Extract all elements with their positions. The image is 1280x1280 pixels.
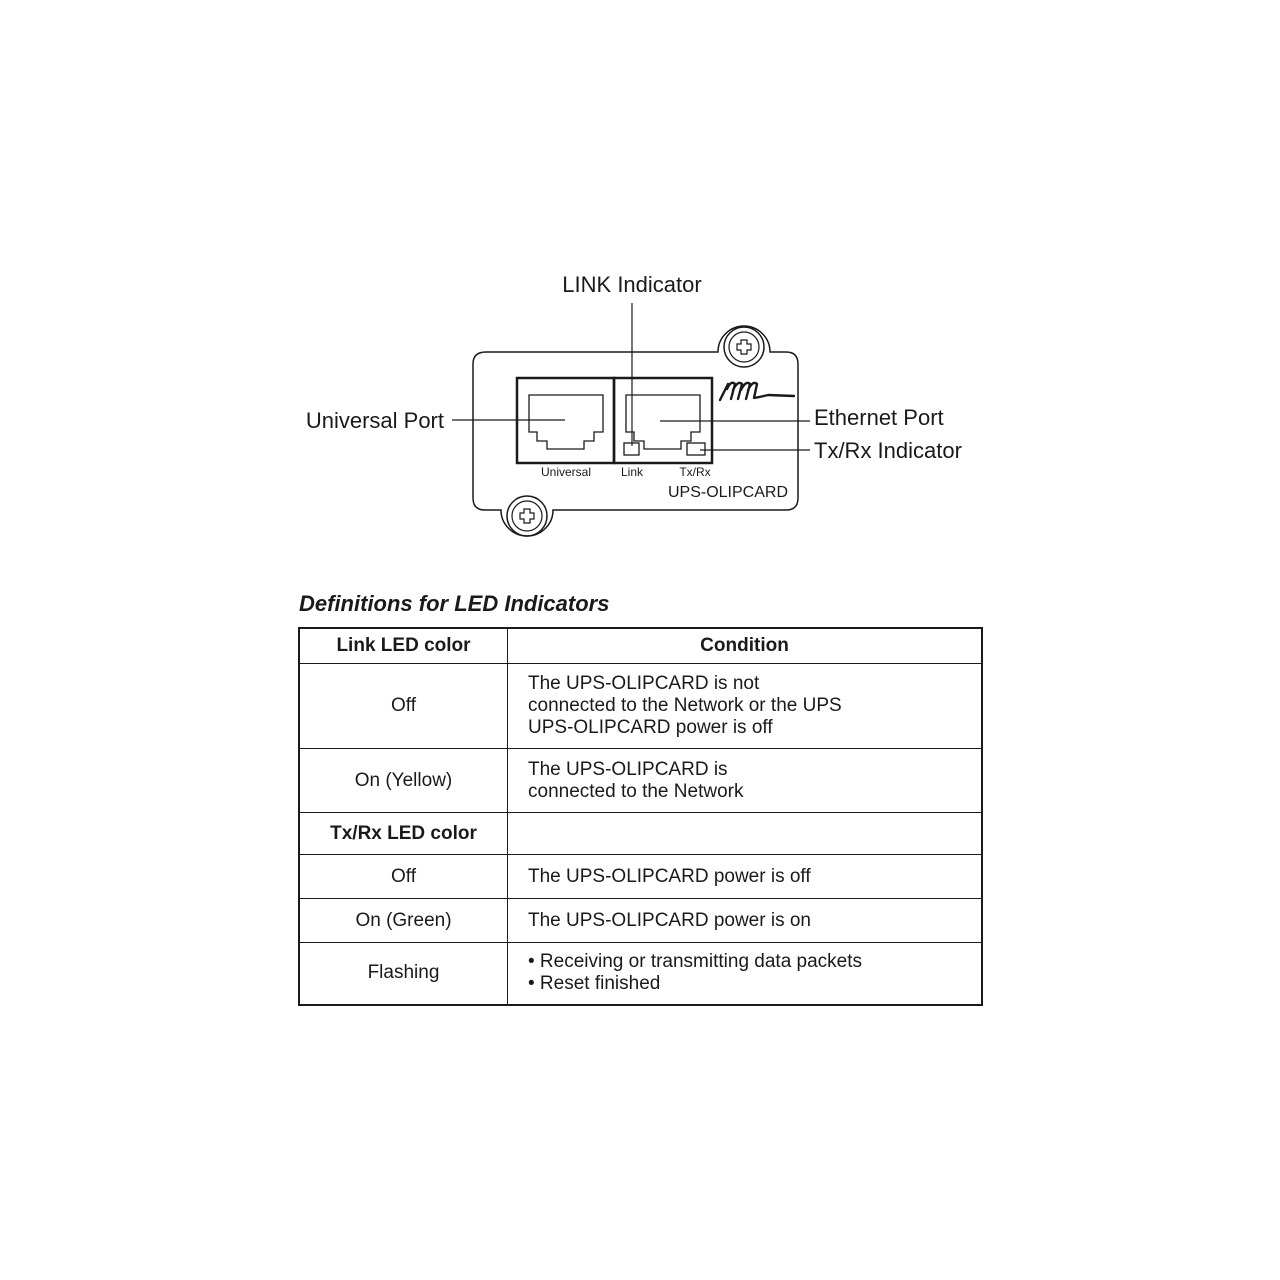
condition-cell bbox=[508, 943, 983, 1005]
ethernet-port-label: Ethernet Port bbox=[814, 405, 944, 430]
card-diagram bbox=[0, 0, 1280, 560]
card-outline bbox=[473, 326, 798, 536]
table-subheader-row bbox=[299, 813, 982, 855]
condition-cell bbox=[508, 899, 983, 943]
table-title: Definitions for LED Indicators bbox=[299, 591, 610, 616]
txrx-led-icon bbox=[687, 443, 705, 455]
table-header-row bbox=[299, 628, 982, 664]
condition-cell bbox=[508, 664, 983, 749]
condition-cell bbox=[508, 749, 983, 813]
table-row bbox=[299, 749, 982, 813]
condition-line: connected to the Network or the UPS bbox=[528, 695, 842, 716]
led-state-cell: Off bbox=[299, 664, 508, 749]
led-state-cell: Off bbox=[299, 855, 508, 899]
condition-line: The UPS-OLIPCARD is not bbox=[528, 673, 760, 694]
table-row bbox=[299, 943, 982, 1005]
txrx-indicator-label: Tx/Rx Indicator bbox=[814, 438, 962, 463]
table-row bbox=[299, 664, 982, 749]
led-state-cell: On (Green) bbox=[299, 899, 508, 943]
led-state-cell: On (Yellow) bbox=[299, 749, 508, 813]
card-model-label: UPS-OLIPCARD bbox=[667, 484, 788, 501]
header-link-led-color: Link LED color bbox=[299, 628, 508, 664]
header-txrx-led-color: Tx/Rx LED color bbox=[299, 813, 508, 855]
link-led-caption: Link bbox=[620, 465, 644, 479]
table-row bbox=[299, 855, 982, 899]
empty-cell bbox=[508, 813, 983, 855]
condition-line: • Reset finished bbox=[528, 973, 661, 995]
screw-icon bbox=[724, 327, 764, 367]
led-state-cell: Flashing bbox=[299, 943, 508, 1005]
led-definitions-table bbox=[298, 627, 983, 1006]
condition-line: connected to the Network bbox=[528, 780, 744, 802]
brand-logo-icon bbox=[720, 383, 794, 400]
screw-icon bbox=[507, 496, 547, 536]
universal-port-caption: Universal bbox=[540, 465, 592, 479]
condition-line: The UPS-OLIPCARD power is on bbox=[528, 909, 811, 931]
universal-port-label: Universal Port bbox=[305, 408, 444, 433]
txrx-led-caption: Tx/Rx bbox=[679, 465, 711, 479]
table-row bbox=[299, 899, 982, 943]
header-condition: Condition bbox=[508, 628, 983, 664]
condition-line: The UPS-OLIPCARD is bbox=[528, 758, 728, 780]
link-indicator-label: LINK Indicator bbox=[562, 272, 702, 297]
condition-line: • Receiving or transmitting data packets bbox=[528, 951, 863, 973]
condition-line: UPS-OLIPCARD power is off bbox=[528, 717, 773, 738]
condition-line: The UPS-OLIPCARD power is off bbox=[528, 865, 811, 887]
condition-cell bbox=[508, 855, 983, 899]
